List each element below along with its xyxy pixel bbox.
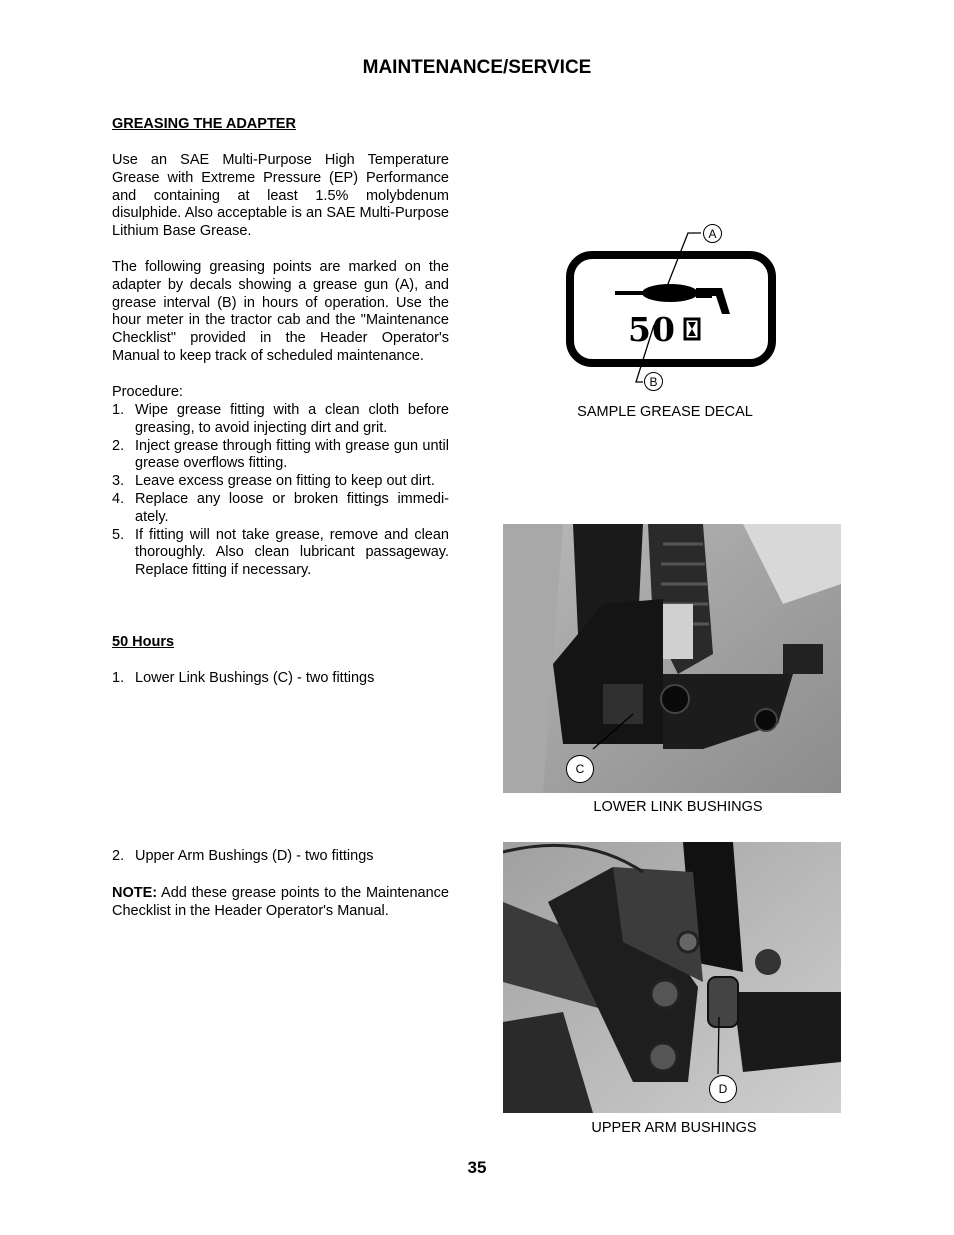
upper-arm-illustration: [503, 842, 841, 1113]
procedure-step: 5. If fitting will not take grease, remove and clean thoroughly. Also clean lubricant passageway. Replace fitting if necessary.: [112, 526, 449, 579]
procedure-list: [112, 402, 449, 580]
callout-a: A: [703, 224, 722, 243]
note-paragraph: NOTE: Add these grease points to the Maintenance Checklist in the Header Operator's Manual.: [112, 885, 449, 919]
decal-interval: 50: [628, 310, 676, 349]
grease-type-paragraph: Use an SAE Multi-Purpose High Temperature Grease with Extreme Pressure (EP) Performance and containing at least 1.5% molybdenum disulphide. Also acceptable is an SAE Multi-Purpose Lithium Base Grease.: [112, 152, 449, 240]
procedure-step: 2. Inject grease through fitting with grease gun until grease overflows fitting.: [112, 437, 449, 472]
procedure-step: 3. Leave excess grease on fitting to keep out dirt.: [112, 473, 435, 490]
procedure-step: 1. Wipe grease fitting with a clean cloth before greasing, to avoid injecting dirt and grit.: [112, 402, 449, 436]
callout-c: C: [566, 755, 594, 783]
callout-d: D: [709, 1075, 737, 1103]
hours50-item-2: 2. Upper Arm Bushings (D) - two fittings: [112, 848, 374, 864]
note-label: NOTE:: [112, 885, 158, 901]
upper-arm-bushings-photo: [503, 842, 841, 1113]
decal-caption: SAMPLE GREASE DECAL: [577, 404, 753, 420]
procedure-step: 4. Replace any loose or broken fittings immedi-ately.: [112, 490, 449, 525]
upper-arm-caption: UPPER ARM BUSHINGS: [591, 1120, 757, 1136]
greasing-points-paragraph: The following greasing points are marked on the adapter by decals showing a grease gun (A), and grease interval (B) in hours of operation. Use the hour meter in the tractor cab and the "Maintenance Checklist" provided in the Header Operator's Manual to keep track of scheduled maintenance.: [112, 259, 449, 364]
grease-decal-figure: [560, 222, 780, 394]
page-title: MAINTENANCE/SERVICE: [362, 57, 592, 78]
grease-decal-icon: [560, 222, 780, 394]
hours50-item-1: 1. Lower Link Bushings (C) - two fittings: [112, 670, 375, 686]
page-number: 35: [467, 1158, 487, 1177]
procedure-label: Procedure:: [112, 384, 183, 400]
section-heading-50-hours: 50 Hours: [112, 634, 175, 650]
section-heading-greasing: GREASING THE ADAPTER: [112, 116, 296, 132]
lower-link-caption: LOWER LINK BUSHINGS: [593, 799, 763, 815]
lower-link-bushings-photo: [503, 524, 841, 793]
callout-b: B: [644, 372, 663, 391]
lower-link-illustration: [503, 524, 841, 793]
